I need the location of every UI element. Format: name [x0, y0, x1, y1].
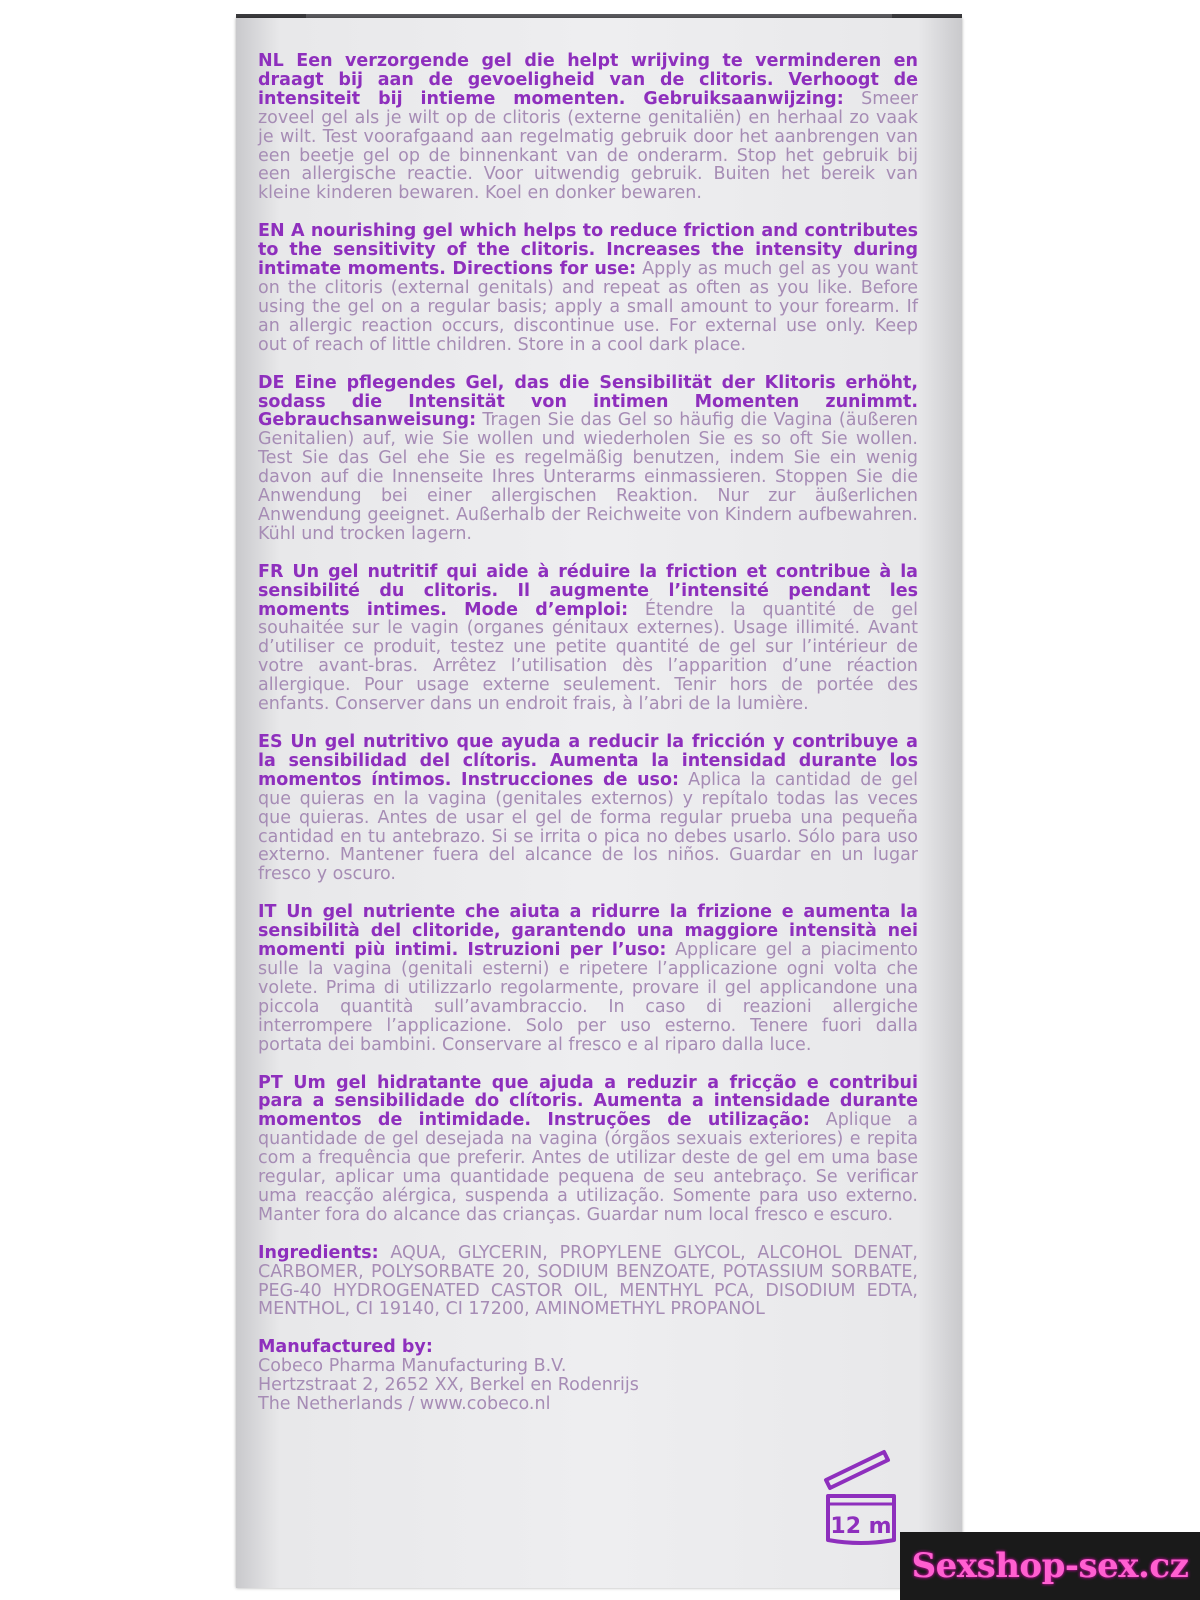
section-nl: NL Een verzorgende gel die helpt wrijving te verminderen en draagt bij aan de gevoeligheid van de clitoris. Verhoogt de intensiteit bij intieme momenten. Gebruiksaanwijzing: Smeer zoveel gel als je wilt op de clitoris (externe genitaliën) en herhaal zo vaak je wilt. Test voorafgaand aan regelmatig gebruik door het aanbrengen van een beetje gel op de binnenkant van de onderarm. Stop het gebruik bij een allergische reactie. Voor uitwendig gebruik. Buiten het bereik van kleine kinderen bewaren. Koel en donker bewaren.: [258, 51, 918, 204]
section-de: DE Eine pflegendes Gel, das die Sensibilität der Klitoris erhöht, sodass die Intensität von intimen Momenten zunimmt. Gebrauchsanweisung: Tragen Sie das Gel so häufig die Vagina (äußeren Genitalien) auf, wie Sie wollen und wiederholen Sie es so oft Sie wollen. Test Sie das Gel ehe Sie es regelmäßig benutzen, indem Sie ein wenig davon auf die Innenseite Ihres Unterarms einmassieren. Stoppen Sie die Anwendung bei einer allergischen Reaktion. Nur zur äußerlichen Anwendung geeignet. Außerhalb der Reichweite von Kindern aufbewahren. Kühl und trocken lagern.: [258, 372, 918, 544]
manufacturer-label: Manufactured by:: [258, 1337, 433, 1358]
pao-label: 12 m: [830, 1514, 892, 1539]
manufacturer-line: Cobeco Pharma Manufacturing B.V.: [258, 1356, 567, 1377]
label-text: [258, 52, 918, 1414]
open-jar-icon: [822, 1446, 912, 1546]
section-fr: FR Un gel nutritif qui aide à réduire la friction et contribue à la sensibilité du clitoris. Il augmente l’intensité pendant les moments intimes. Mode d’emploi: Étendre la quantité de gel souhaitée sur le vagin (organes génitaux externes). Usage illimité. Avant d’utiliser ce produit, testez une petite quantité de gel sur l’intérieur de votre avant-bras. Arrêtez l’utilisation dès l’apparition d’une réaction allergique. Pour usage externe seulement. Tenir hors de portée des enfants. Conserver dans un endroit frais, à l’abri de la lumière.: [258, 561, 918, 715]
watermark-text: Sexshop-sex.cz: [911, 1546, 1189, 1586]
section-it: IT Un gel nutriente che aiuta a ridurre la frizione e aumenta la sensibilità del clitoride, garantendo una maggiore intensità nei momenti più intimi. Istruzioni per l’uso: Applicare gel a piacimento sulle la vagina (genitali esterni) e ripetere l’applicazione ogni volta che volete. Prima di utilizzarlo regolarmente, provare il gel applicandone una piccola quantità sull’avambraccio. In caso di reazioni allergiche interrompere l’applicazione. Solo per uso esterno. Tenere fuori dalla portata dei bambini. Conservare al fresco e al riparo dalla luce.: [258, 902, 918, 1055]
section-en: EN A nourishing gel which helps to reduce friction and contributes to the sensitivity of the clitoris. Increases the intensity during intimate moments. Directions for use: Apply as much gel as you want on the clitoris (external genitals) and repeat as often as you like. Before using the gel on a regular basis; apply a small amount to your forearm. If an allergic reaction occurs, discontinue use. For external use only. Keep out of reach of little children. Store in a cool dark place.: [258, 221, 918, 355]
manufacturer: [258, 1338, 918, 1414]
ingredients: Ingredients: AQUA, GLYCERIN, PROPYLENE GLYCOL, ALCOHOL DENAT, CARBOMER, POLYSORBATE 20, SODIUM BENZOATE, POTASSIUM SORBATE, PEG-40 HYDROGENATED CASTOR OIL, MENTHYL PCA, DISODIUM EDTA, MENTHOL, CI 19140, CI 17200, AMINOMETHYL PROPANOL: [258, 1242, 918, 1320]
watermark: [900, 1532, 1200, 1600]
section-pt: PT Um gel hidratante que ajuda a reduzir a fricção e contribui para a sensibilidade do clítoris. Aumenta a intensidade durante momentos de intimidade. Instruções de utilização: Aplique a quantidade de gel desejada na vagina (órgãos sexuais exteriores) e repita com a frequência que preferir. Antes de utilizar deste de gel em uma base regular, aplicar uma quantidade pequena de seu antebraço. Se verificar uma reacção alérgica, suspenda a utilização. Somente para uso externo. Manter fora do alcance das crianças. Guardar num local fresco e escuro.: [258, 1072, 918, 1225]
manufacturer-line: Hertzstraat 2, 2652 XX, Berkel en Rodenrijs: [258, 1375, 639, 1396]
manufacturer-line: The Netherlands / www.cobeco.nl: [258, 1394, 551, 1415]
section-es: ES Un gel nutritivo que ayuda a reducir la fricción y contribuye a la sensibilidad del clítoris. Aumenta la intensidad durante los momentos íntimos. Instrucciones de uso: Aplica la cantidad de gel que quieras en la vagina (genitales externos) y repítalo todas las veces que quieras. Antes de usar el gel de forma regular prueba una pequeña cantidad en tu antebrazo. Si se irrita o pica no debes usarlo. Sólo para uso externo. Mantener fuera del alcance de los niños. Guardar en un lugar fresco y oscuro.: [258, 732, 918, 885]
